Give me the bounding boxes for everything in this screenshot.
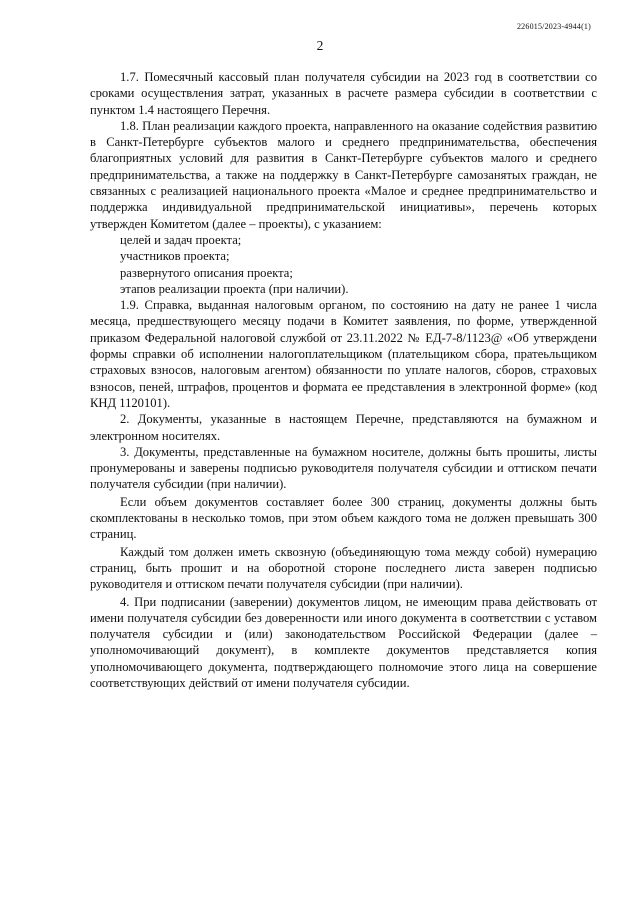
paragraph-volume-size: Если объем документов составляет более 300 страниц, документы должны быть скомплектованы в несколько томов, при этом объем каждого тома не должен превышать 300 страниц. (90, 494, 597, 542)
list-item: участников проекта; (120, 249, 230, 264)
page-number: 2 (316, 38, 324, 53)
paragraph-3: 3. Документы, представленные на бумажном носителе, должны быть прошиты, листы пронумерованы и заверены подписью руководителя получателя субсидии и оттиском печати получателя субсидии (при наличии). (90, 444, 597, 492)
paragraph-1-8: 1.8. План реализации каждого проекта, направленного на оказание содействия развитию в Санкт-Петербурге субъектов малого и среднего предпринимательства, обеспечения благоприятных условий для развития в Санкт-Петербурге субъектов малого и среднего предпринимательства, а также на поддержку в Санкт-Петербурге самозанятых граждан, не связанных с реализацией национального проекта «Малое и среднее предпринимательство и поддержка индивидуальной предпринимательской инициативы», перечень которых утвержден Комитетом (далее – проекты), с указанием: (90, 118, 597, 231)
paragraph-volume-numbering: Каждый том должен иметь сквозную (объединяющую тома между собой) нумерацию страниц, быть прошит и на оборотной стороне последнего листа заверен подписью руководителя и оттиском печати получателя субсидии (при наличии). (90, 544, 597, 592)
paragraph-2: 2. Документы, указанные в настоящем Перечне, представляются на бумажном и электронном носителях. (90, 412, 597, 443)
paragraph-1-7: 1.7. Помесячный кассовый план получателя субсидии на 2023 год в соответствии со сроками осуществления затрат, указанных в расчете размера субсидии в соответствии с пунктом 1.4 настоящего Перечня. (90, 70, 597, 117)
paragraph-1-9: 1.9. Справка, выданная налоговым органом, по состоянию на дату не ранее 1 числа месяца, предшествующего месяцу подачи в Комитет заявления, по форме, утвержденной приказом Федеральной налоговой службой от 23.11.2022 № ЕД-7-8/1123@ «Об утверждени формы справки об исполнении налогоплательщиком (плательщиком сбора, пратеьльщиком страховых взносов, налоговым агентом) обязанности по уплате налогов, сборов, страховых взносов, пеней, штрафов, процентов и формата ее представления в электронной форме» (код КНД 1120101). (90, 298, 597, 410)
document-id: 226015/2023-4944(1) (516, 22, 591, 31)
list-item: этапов реализации проекта (при наличии). (120, 281, 349, 296)
paragraph-4: 4. При подписании (заверении) документов лицом, не имеющим права действовать от имени получателя субсидии без доверенности или иного документа в соответствии с уставом получателя субсидии и (или) законодательством Российской Федерации (далее – уполномочивающий документ), в комплекте документов представляется копия уполномочивающего документа, подтверждающего полномочие этого лица на совершение соответствующих действий от имени получателя субсидии. (90, 594, 597, 690)
list-item: развернутого описания проекта; (120, 265, 293, 280)
list-item: целей и задач проекта; (120, 232, 242, 247)
document-body (90, 69, 597, 691)
